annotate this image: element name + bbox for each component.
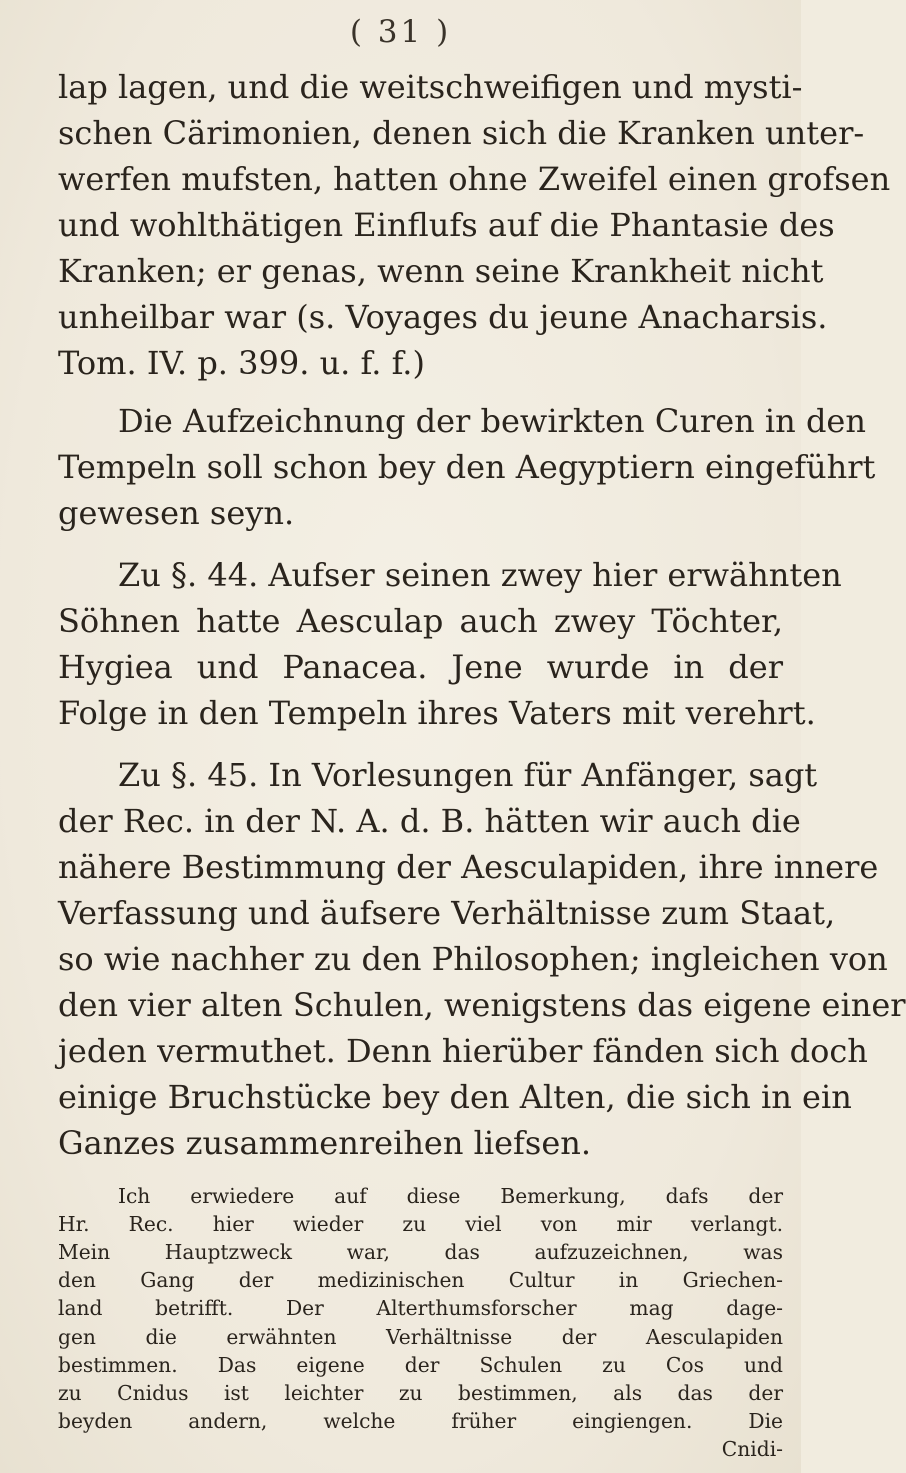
text-line: Tempeln soll schon bey den Aegyptiern eingeführt bbox=[58, 448, 876, 486]
text-line: und wohlthätigen Einflufs auf die Phantasie des bbox=[58, 206, 835, 244]
text-line: land betrifft. Der Alterthumsforscher mag dage- bbox=[58, 1296, 783, 1321]
page-number: ( 31 ) bbox=[349, 14, 452, 50]
text-line: Hr. Rec. hier wieder zu viel von mir verlangt. bbox=[58, 1212, 783, 1237]
text-line: unheilbar war (s. Voyages du jeune Anacharsis. bbox=[58, 298, 828, 336]
text-line: nähere Bestimmung der Aesculapiden, ihre innere bbox=[58, 848, 879, 886]
text-line: Tom. IV. p. 399. u. f. f.) bbox=[58, 344, 425, 382]
text-line: Mein Hauptzweck war, das aufzuzeichnen, was bbox=[58, 1240, 783, 1265]
text-line: zu Cnidus ist leichter zu bestimmen, als das der bbox=[58, 1380, 783, 1405]
text-line: Ich erwiedere auf diese Bemerkung, dafs der bbox=[118, 1184, 783, 1208]
text-line: Zu §. 45. In Vorlesungen für Anfänger, sagt bbox=[118, 756, 818, 794]
text-line: lap lagen, und die weitschweifigen und mysti- bbox=[58, 68, 803, 106]
text-line: Ganzes zusammenreihen liefsen. bbox=[58, 1124, 592, 1162]
text-line: Cnidi- bbox=[721, 1436, 783, 1461]
text-line: Zu §. 44. Aufser seinen zwey hier erwähnten bbox=[118, 556, 842, 594]
text-line: gewesen seyn. bbox=[58, 494, 295, 532]
text-line: Söhnen hatte Aesculap auch zwey Töchter, bbox=[58, 602, 783, 640]
text-line: einige Bruchstücke bey den Alten, die sich in ein bbox=[58, 1078, 852, 1116]
text-line: so wie nachher zu den Philosophen; ingleichen von bbox=[58, 940, 888, 978]
text-line: den vier alten Schulen, wenigstens das eigene einer bbox=[58, 986, 906, 1024]
text-line: der Rec. in der N. A. d. B. hätten wir auch die bbox=[58, 802, 801, 840]
text-line: beyden andern, welche früher eingiengen. Die bbox=[58, 1408, 783, 1433]
text-line: schen Cärimonien, denen sich die Kranken unter- bbox=[58, 114, 865, 152]
text-line: jeden vermuthet. Denn hierüber fänden sich doch bbox=[58, 1032, 868, 1070]
text-line: gen die erwähnten Verhältnisse der Aesculapiden bbox=[58, 1324, 783, 1349]
text-line: werfen mufsten, hatten ohne Zweifel einen grofsen bbox=[58, 160, 891, 198]
text-line: bestimmen. Das eigene der Schulen zu Cos und bbox=[58, 1352, 783, 1377]
text-line: den Gang der medizinischen Cultur in Griechen- bbox=[58, 1268, 783, 1293]
text-line: Folge in den Tempeln ihres Vaters mit verehrt. bbox=[58, 694, 816, 732]
text-line: Die Aufzeichnung der bewirkten Curen in den bbox=[118, 402, 866, 440]
text-line: Hygiea und Panacea. Jene wurde in der bbox=[58, 648, 783, 686]
text-line: Kranken; er genas, wenn seine Krankheit nicht bbox=[58, 252, 824, 290]
text-line: Verfassung und äufsere Verhältnisse zum Staat, bbox=[58, 894, 836, 932]
